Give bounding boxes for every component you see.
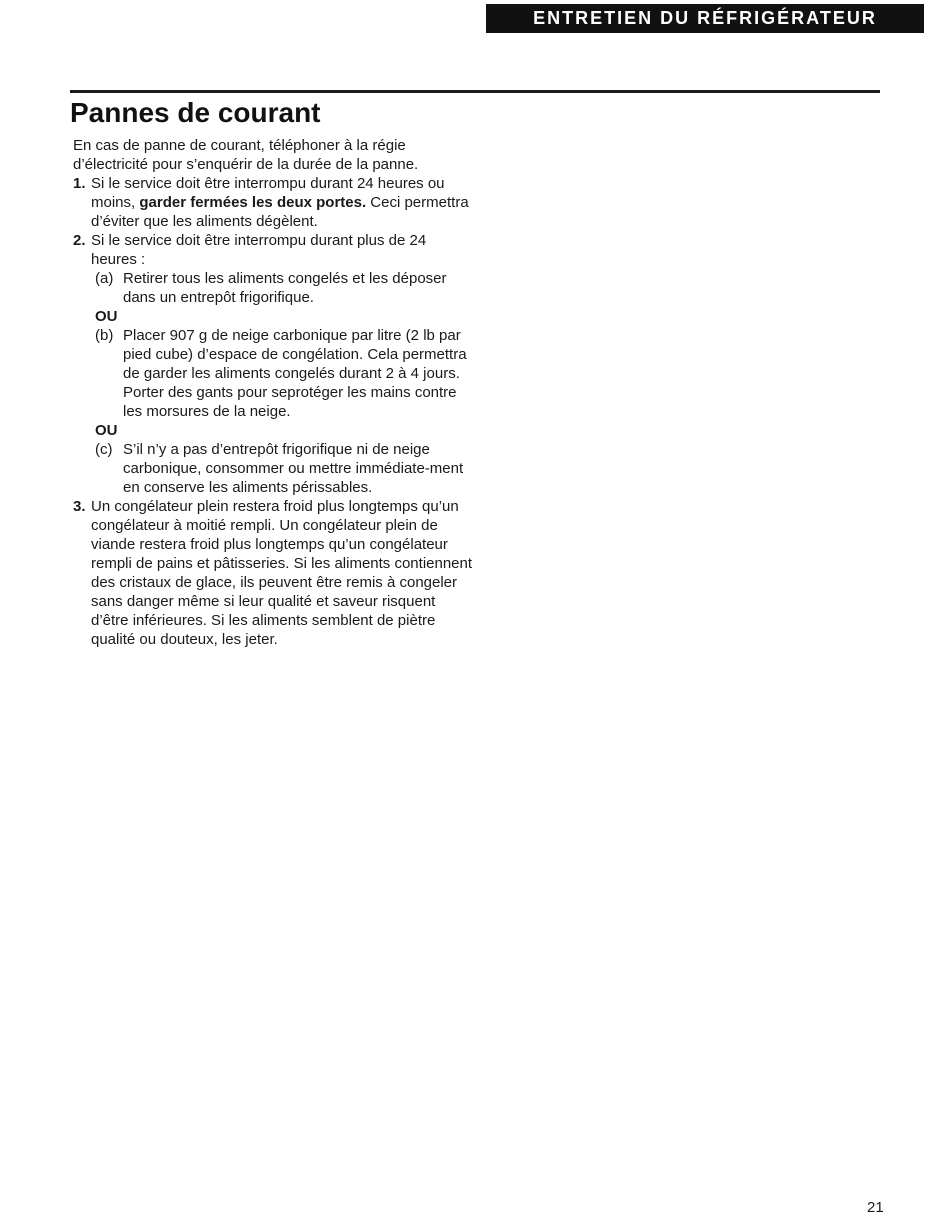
sub-item-label: (b)	[95, 327, 114, 344]
or-separator: OU	[95, 422, 118, 439]
section-body	[73, 136, 473, 649]
sub-item-label: (a)	[95, 270, 114, 287]
sub-item-text: Placer 907 g de neige carbonique par litre (2 lb par pied cube) d’espace de congélation. Cela permettra de garder les aliments congelés durant 2 à 4 jours. Porter des gants pour seprotéger les mains contre les morsures de la neige.	[123, 327, 467, 420]
list-item-text: Si le service doit être interrompu durant 24 heures ou moins,	[91, 175, 445, 211]
section-header-banner: ENTRETIEN DU RÉFRIGÉRATEUR	[486, 4, 924, 33]
intro-paragraph: En cas de panne de courant, téléphoner à la régie d’électricité pour s’enquérir de la durée de la panne.	[73, 137, 419, 173]
or-separator: OU	[95, 308, 118, 325]
sub-item-a	[95, 269, 473, 307]
sub-item-c	[95, 440, 473, 497]
list-item-1	[73, 174, 473, 231]
page-number: 21	[867, 1199, 884, 1216]
list-item-text: Si le service doit être interrompu durant plus de 24 heures :	[91, 232, 427, 268]
sub-item-label: (c)	[95, 441, 113, 458]
list-item-2	[73, 231, 473, 497]
list-item-3	[73, 497, 473, 649]
list-item-emphasis: garder fermées les deux portes.	[139, 194, 367, 211]
list-item-number: 3.	[73, 498, 86, 515]
sub-item-text: Retirer tous les aliments congelés et les déposer dans un entrepôt frigorifique.	[123, 270, 447, 306]
list-item-text-continued: Ceci permettra d’éviter que les aliments dégèlent.	[91, 194, 469, 230]
title-divider	[70, 90, 880, 93]
list-item-number: 2.	[73, 232, 86, 249]
list-item-text: Un congélateur plein restera froid plus longtemps qu’un congélateur à moitié rempli. Un congélateur plein de viande restera froid plus longtemps qu’un congélateur rempli de pains et pâtisseries. Si les aliments contiennent des cristaux de glace, ils peuvent être remis à congeler sans danger même si leur qualité et saveur risquent d’être inférieures. Si les aliments semblent de piètre qualité ou douteux, les jeter.	[91, 498, 473, 648]
sub-item-text: S’il n’y a pas d’entrepôt frigorifique ni de neige carbonique, consommer ou mettre immédiate-ment en conserve les aliments périssables.	[123, 441, 464, 496]
list-item-number: 1.	[73, 175, 86, 192]
sub-item-b	[95, 326, 473, 421]
page-title: Pannes de courant	[70, 97, 321, 128]
